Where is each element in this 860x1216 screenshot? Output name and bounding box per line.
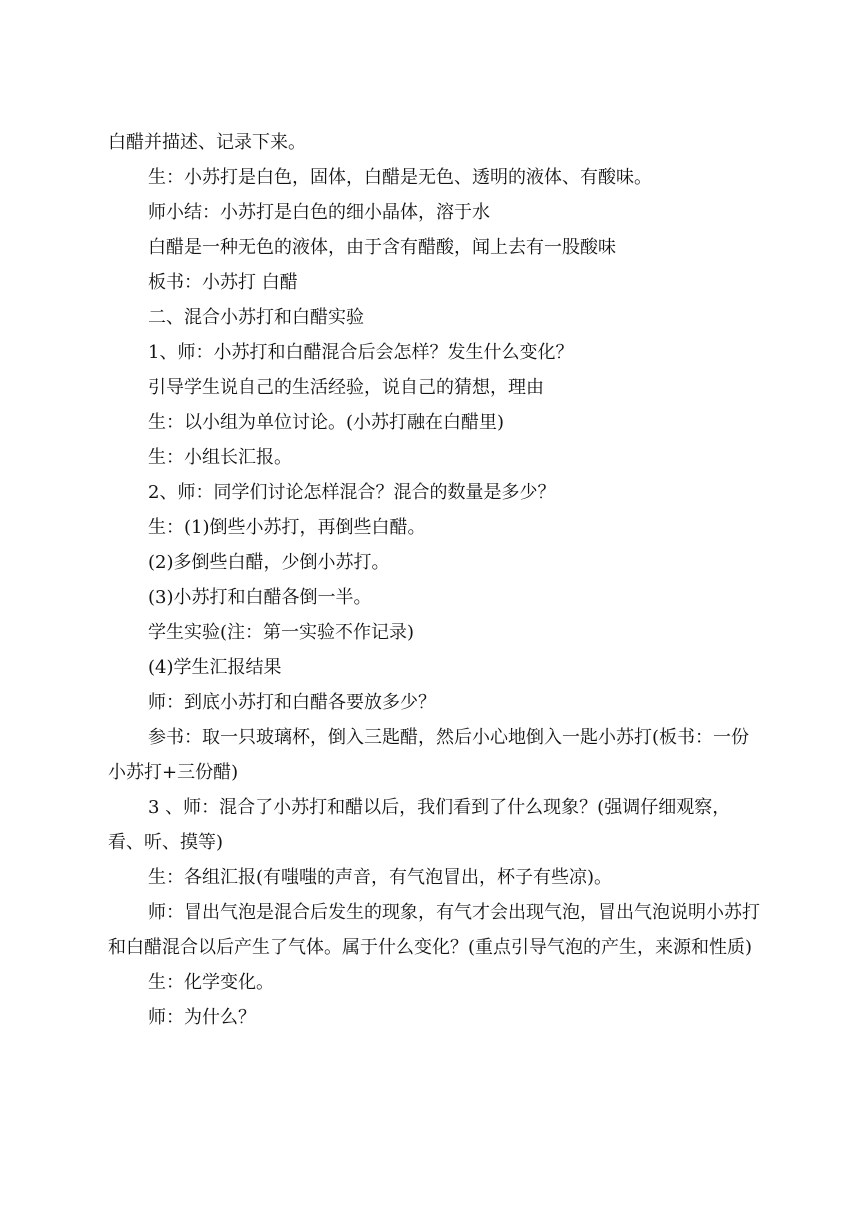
paragraph-group-observations: 生：各组汇报(有嗤嗤的声音，有气泡冒出，杯子有些凉)。 — [148, 867, 613, 888]
paragraph-question-3: 3 、师：混合了小苏打和醋以后，我们看到了什么现象？(强调仔细观察，看、听、摸等) — [108, 797, 731, 853]
paragraph-vinegar-description: 白醋是一种无色的液体，由于含有醋酸，闻上去有一股酸味 — [148, 237, 616, 258]
paragraph-guide-students: 引导学生说自己的生活经验，说自己的猜想，理由 — [148, 377, 544, 398]
paragraph-question-2: 2、师：同学们讨论怎样混合？混合的数量是多少？ — [148, 482, 556, 503]
section-heading-mixing-experiment: 二、混合小苏打和白醋实验 — [148, 307, 364, 328]
paragraph-report-results: (4)学生汇报结果 — [148, 657, 282, 678]
paragraph-answer-option-1: 生：(1)倒些小苏打，再倒些白醋。 — [148, 517, 426, 538]
paragraph-student-experiment: 学生实验(注：第一实验不作记录) — [148, 622, 415, 643]
document-body — [108, 125, 760, 1035]
paragraph-board-notes: 板书：小苏打 白醋 — [148, 272, 298, 293]
paragraph-gas-explanation: 师：冒出气泡是混合后发生的现象，有气才会出现气泡，冒出气泡说明小苏打和白醋混合以后产生了气体。属于什么变化？(重点引导气泡的产生，来源和性质) — [108, 902, 760, 958]
paragraph-group-report: 生：小组长汇报。 — [148, 447, 292, 468]
paragraph-amount-question: 师：到底小苏打和白醋各要放多少？ — [148, 692, 436, 713]
paragraph-answer-option-3: (3)小苏打和白醋各倒一半。 — [148, 587, 372, 608]
paragraph-continuation: 白醋并描述、记录下来。 — [108, 132, 306, 153]
paragraph-answer-option-2: (2)多倒些白醋，少倒小苏打。 — [148, 552, 390, 573]
paragraph-group-discussion: 生：以小组为单位讨论。(小苏打融在白醋里) — [148, 412, 505, 433]
paragraph-reference-method: 参书：取一只玻璃杯，倒入三匙醋，然后小心地倒入一匙小苏打(板书：一份小苏打+三份醋) — [108, 727, 750, 783]
paragraph-student-answer: 生：小苏打是白色，固体，白醋是无色、透明的液体、有酸味。 — [148, 167, 652, 188]
paragraph-chemical-change: 生：化学变化。 — [148, 972, 274, 993]
paragraph-question-1: 1、师：小苏打和白醋混合后会怎样？发生什么变化？ — [148, 342, 574, 363]
paragraph-teacher-summary: 师小结：小苏打是白色的细小晶体，溶于水 — [148, 202, 490, 223]
paragraph-why-question: 师：为什么？ — [148, 1007, 256, 1028]
